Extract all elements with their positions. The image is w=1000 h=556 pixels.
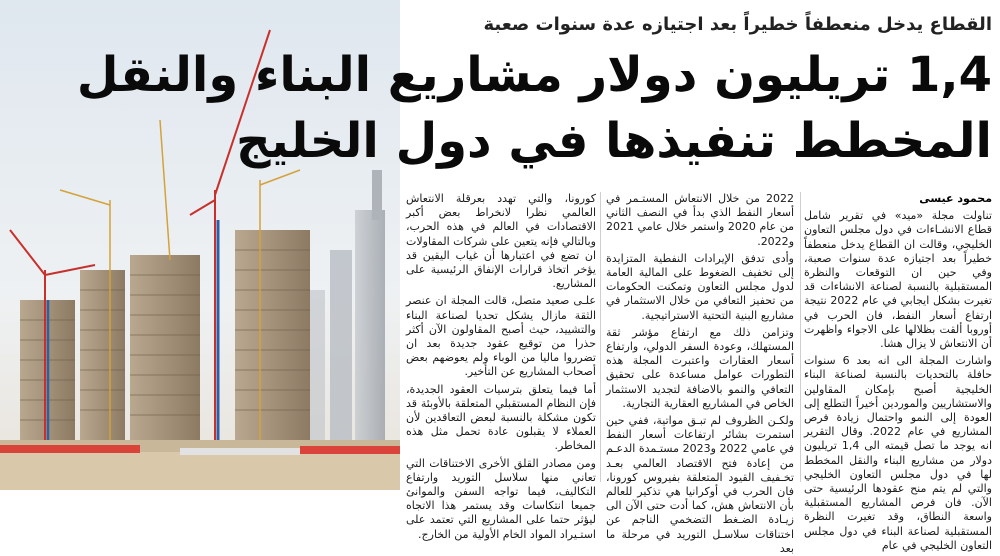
paragraph: ولكـن الظروف لم تبـق مواتية، ففي حين استمرت بشائر ارتفاعات أسعار النفط في عامي 2022 و2023 مستـمدة الدعـم من إعادة فتح الاقتصاد العالمي بعـد تخـفيف القيود المتعلقة بفيروس كورونا، فان الحرب في أوكرانيا هي تذكير للعالم بأن الانتعاش هش، كما أدت حتى الآن الى زيـادة الضـغط التضخمي الناجم عن اختناقات سلاسـل التوريد في مرحلة ما بعد [606,414,795,555]
paragraph: وتزامن ذلك مع ارتفاع مؤشر ثقة المستهلك، وعودة السفر الدولي، وارتفاع أسعار العقارات واعتبرت المجلة هذه التطورات عوامل مساعدة على تحقيق التعافي والنمو بالاضافة لتجديد الاستثمار الخاص في المشاريع العقارية التجارية. [606,325,794,410]
kicker-headline: القطاع يدخل منعطفاً خطيراً بعد اجتيازه عدة سنوات صعبة [483,14,992,35]
building-center [130,255,200,450]
paragraph: أما فيما يتعلق بترسيات العقود الجديدة، فإن النظام المستقبلي المتعلقة بالأوبئة قد تكون مشكلة بالنسبة لبعض التعاقدين لأن العملاء لا يقبلون عادة تحمل مثل هذه المخاطر. [406,382,596,453]
column-divider [800,192,801,482]
paragraph: علـى صعيد متصل، قالت المجلة ان عنصر الثقة مازال يشكل تحديا لصناعة البناء والتشييد، حيث أصبح المقاولون الآن أكثر حذرا من توقيع عقود جديدة بعد ان تضرروا ماليا من الوباء ولم يعوضهم بعض أصحاب المشاريع عن التأخير. [406,294,596,379]
building-right [235,230,310,450]
paragraph: ومن مصادر القلق الأخرى الاختناقات التي تعاني منها سلاسل التوريد وارتفاع التكاليف، فيما تواجه السفن والموانئ جميعا انتكاسات وقد يستمر هذا الاتجاه ليؤثر حتما على المشاريع التي تعتمد على استـيراد المواد الخام الأولية من الخارج. [406,456,596,541]
paragraph: واشارت المجلة الى انه بعد 6 سنوات حافلة بالتحديات بالنسبة لصناعة البناء الخليجية أصبح بإمكان المقاولين والاستشاريين والموردين أخيراً التطلع إلى العودة إلى النمو واحتمال زيادة فرص المشاريع في عام 2022. وقال التقرير انه يوجد ما تصل قيمته الى 1,4 تريليون دولار من مشاريع البناء والنقل المخطط لها في دول مجلس التعاون الخليجي والتي لم يتم منح عقودها الرئيسية حتى الآن. فان فرص المشاريع المستقبلية واسعة النطاق، وقد تغيرت النظرة المستقبلية لصناعة البناء في دول مجلس التعاون الخليجي في عام [804,354,992,552]
article-column-2 [606,192,795,555]
building-center-left [80,270,125,450]
article-column-1 [804,192,992,552]
byline: محمود عيسى [919,192,992,205]
paragraph: تناولت مجلة «ميد» في تقرير شامل قطاع الانشـاءات في دول مجلس التعاون الخليجي، وقالت ان القطاع يدخل منعطفاً خطيراً بعد اجتيازه عدة سنوات صعبة، وفي حين ان التوقعات والنظرة المستقبلية بالنسبة لصناعة الانشاءات قد تغيرت بشكل ايجابي في عام 2022 نتيجة ارتفاع أسعار النفط، فان الحرب في أوروبا ألقت بظلالها على الاجواء واظهرت أن الانتعاش لا يزال هشا. [804,209,992,351]
article-column-3 [406,192,596,541]
paragraph: 2022 من خلال الانتعاش المستـمر في أسعار النفط الذي بدأ في النصف الثاني من عام 2020 واستمر خلال عامي 2021 و2022. [606,192,794,248]
headline-line-1: 1,4 تريليون دولار مشاريع البناء والنقل [76,47,992,103]
paragraph: وأدى تدفق الإيرادات النفطية المتزايدة إلى تخفيف الضغوط على المالية العامة لدول مجلس التعاون وتمكنت الحكومات من تحفيز التعافي من خلال الاستثمار في مشاريع البنية التحتية الاستراتيجية. [606,251,794,322]
headline-line-2: المخطط تنفيذها في دول الخليج [236,113,992,169]
column-divider [600,192,601,482]
paragraph: كورونا، والتي تهدد بعرقلة الانتعاش العالمي نظرا لانخراط بعض أكبر الاقتصادات في العالم في هذه الحرب، وبالتالي فإنه يتعين على شركات المقاولات ان تضع في اعتبارها أن غياب اليقين قد يؤخر اتخاذ قرارات الإنفاق الرئيسية على المشاريع. [406,192,596,291]
